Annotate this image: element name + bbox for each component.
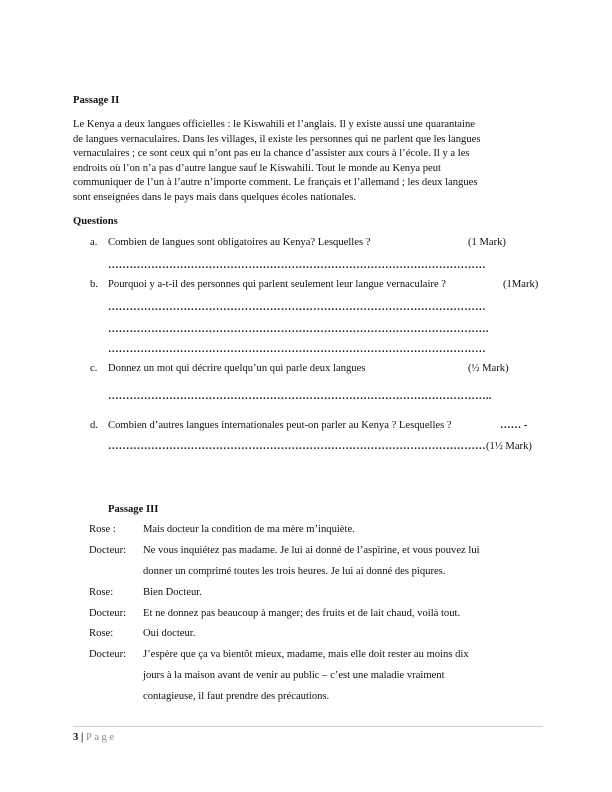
passage-2-line: sont enseignées dans le pays mais dans quelques écoles nationales. xyxy=(73,191,357,203)
answer-line-b-1[interactable]: …………………………………………………………………………………………… xyxy=(108,302,486,313)
page-footer xyxy=(73,733,117,744)
dialogue-speaker: Docteur: xyxy=(89,608,127,619)
dialogue-line: jours à la maison avant de venir au public – c’est une maladie vraiment xyxy=(143,670,445,681)
question-a-text: Combien de langues sont obligatoires au Kenya? Lesquelles ? xyxy=(108,237,371,248)
answer-line-d[interactable]: …………………………………………………………………………………………… xyxy=(108,441,486,452)
answer-line-b-3[interactable]: …………………………………………………………………………………………… xyxy=(108,344,486,355)
footer-separator: | xyxy=(80,732,84,743)
question-c-letter: c. xyxy=(90,363,98,374)
dialogue-speaker: Rose: xyxy=(89,587,114,598)
question-d-mark: (1½ Mark) xyxy=(486,441,532,452)
question-b-text: Pourquoi y a-t-il des personnes qui parlent seulement leur langue vernaculaire ? xyxy=(108,279,447,290)
question-a-mark: (1 Mark) xyxy=(468,237,506,248)
dialogue-line: Oui docteur. xyxy=(143,628,196,639)
dialogue-speaker: Docteur: xyxy=(89,545,127,556)
answer-line-a[interactable]: …………………………………………………………………………………………… xyxy=(108,260,486,271)
question-d-text: Combien d’autres langues internationales peut-on parler au Kenya ? Lesquelles ? xyxy=(108,420,452,431)
dialogue-speaker: Docteur: xyxy=(89,649,127,660)
question-d-inline-blank[interactable]: …… - xyxy=(500,420,528,431)
dialogue-speaker: Rose : xyxy=(89,524,116,535)
footer-divider xyxy=(73,726,543,727)
answer-line-b-2[interactable]: ……………………………………………………………………………………………. xyxy=(108,324,489,335)
passage-2-line: de langues vernaculaires. Dans les villages, il existe les personnes qui ne parlent que les langues xyxy=(73,133,481,145)
dialogue-line: Mais docteur la condition de ma mère m’inquiète. xyxy=(143,524,355,535)
question-d-letter: d. xyxy=(90,420,98,431)
questions-heading: Questions xyxy=(73,216,118,227)
page-number: 3 xyxy=(73,732,79,743)
question-c-text: Donnez un mot qui décrire quelqu’un qui parle deux langues xyxy=(108,363,366,374)
passage-2-line: communiquer de l’un à l’autre n’importe comment. Le français et l’allemand ; les deux langues xyxy=(73,177,478,189)
dialogue-line: contagieuse, il faut prendre des précautions. xyxy=(143,691,330,702)
dialogue-speaker: Rose: xyxy=(89,628,114,639)
passage-2-line: Le Kenya a deux langues officielles : le Kiswahili et l’anglais. Il y existe aussi une quarantaine xyxy=(73,119,475,130)
page-label: Page xyxy=(85,732,117,743)
passage-2-title: Passage II xyxy=(73,95,120,106)
passage-2-line: endroits où l’on n’a pas d’autre langue sauf le Kiswahili. Tout le monde au Kenya peut xyxy=(73,162,441,174)
dialogue-line: Bien Docteur. xyxy=(143,587,202,598)
dialogue-line: Et ne donnez pas beaucoup à manger; des fruits et de lait chaud, voilà tout. xyxy=(143,608,461,619)
passage-3-title: Passage III xyxy=(108,504,159,515)
question-b-letter: b. xyxy=(90,279,98,290)
question-c-mark: (½ Mark) xyxy=(468,363,509,374)
dialogue-line: donner un comprimé toutes les trois heures. Je lui ai donné des piqures. xyxy=(143,566,446,577)
passage-2-text xyxy=(73,118,543,206)
passage-2-line: vernaculaires ; ce sont ceux qui n’ont pas eu la chance d’assister aux cours à l’école. Il y a les xyxy=(73,148,470,160)
dialogue-line: J’espère que ça va bientôt mieux, madame, mais elle doit rester au moins dix xyxy=(143,649,469,660)
answer-line-c[interactable]: …………………………………………………………………………………………….. xyxy=(108,391,492,402)
dialogue-line: Ne vous inquiétez pas madame. Je lui ai donné de l’aspirine, et vous pouvez lui xyxy=(143,545,480,556)
question-b-mark: (1Mark) xyxy=(503,279,539,290)
question-a-letter: a. xyxy=(90,237,98,248)
